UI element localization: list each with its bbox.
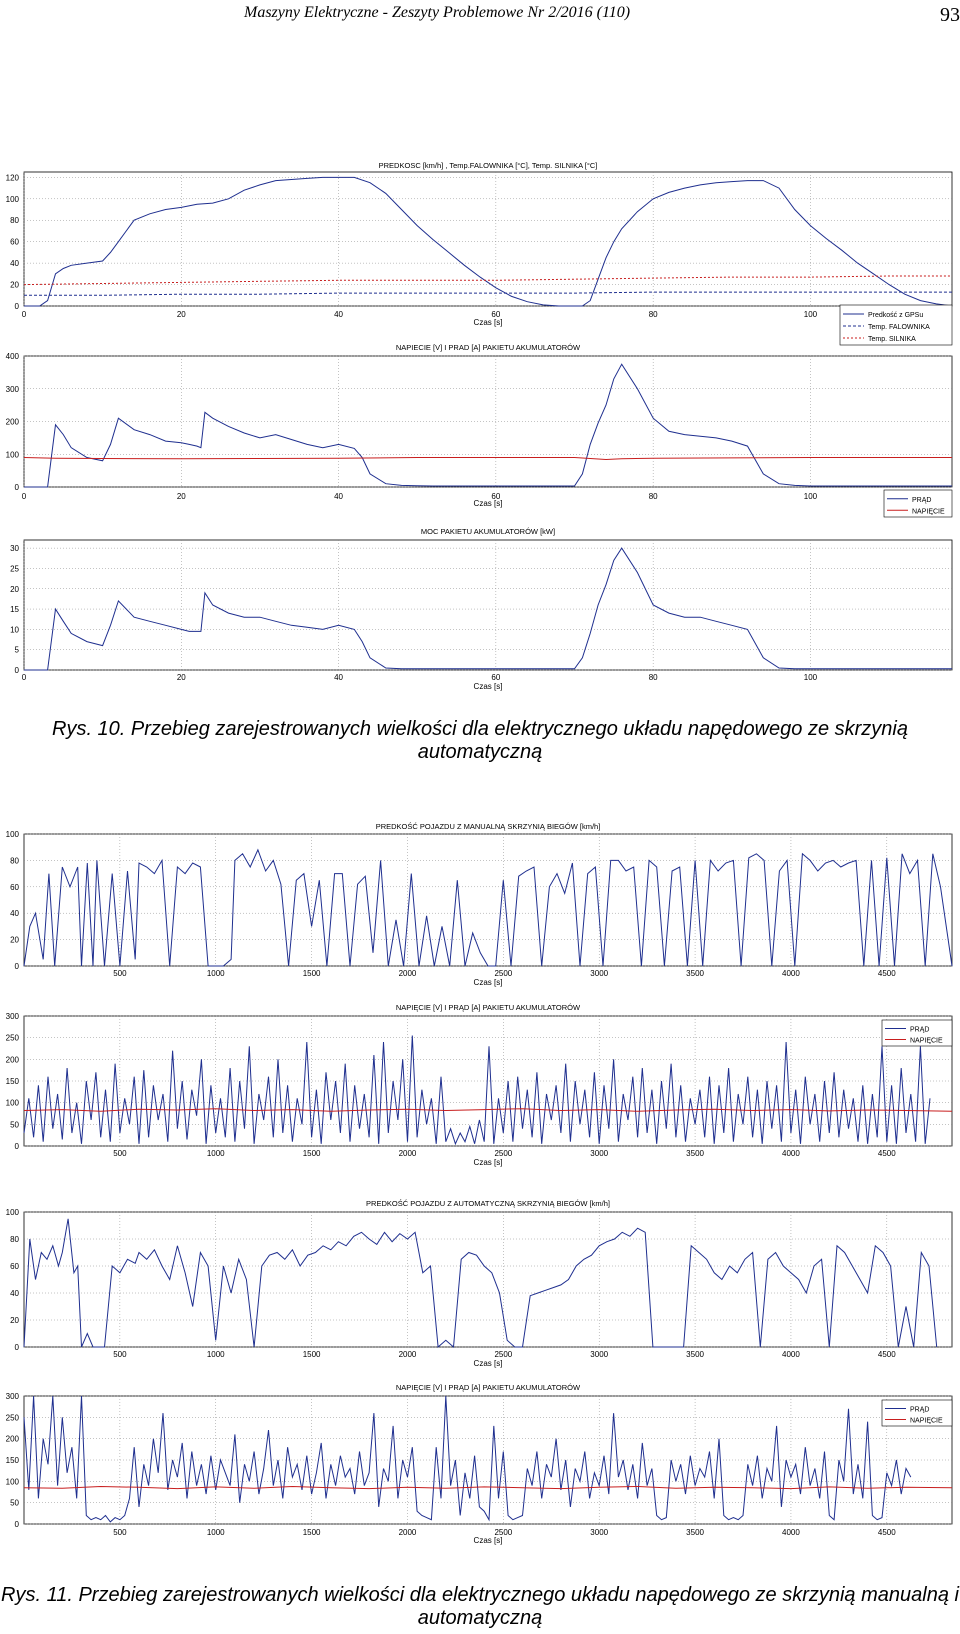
x-tick-label: 2000 [398,1149,417,1158]
legend-label: Temp. FALOWNIKA [868,324,930,331]
y-tick-label: 60 [10,1262,19,1271]
x-tick-label: 0 [21,310,27,319]
x-tick-label: 20 [176,310,186,319]
y-tick-label: 200 [5,1055,19,1065]
y-tick-label: 50 [10,1498,19,1508]
y-tick-label: 30 [10,544,19,554]
y-tick-label: 40 [10,259,19,269]
x-tick-label: 1000 [206,969,225,978]
legend-label: PRĄD [910,1406,930,1414]
x-tick-label: 0 [21,673,27,682]
y-tick-label: 400 [5,352,19,361]
x-tick-label: 2500 [494,1528,513,1537]
x-tick-label: 4500 [877,1149,896,1158]
y-tick-label: 0 [14,302,19,311]
x-tick-label: 4500 [877,969,896,978]
journal-title: Maszyny Elektryczne - Zeszyty Problemowe Nr 2/2016 (110) [244,4,631,21]
x-tick-label: 500 [113,1350,127,1359]
y-tick-label: 250 [5,1033,19,1043]
x-axis-label: Czas [s] [473,1536,503,1545]
x-tick-label: 3000 [590,1528,609,1537]
y-tick-label: 100 [5,450,19,460]
x-axis-label: Czas [s] [473,682,503,691]
x-tick-label: 3500 [686,1350,704,1359]
figure-10-caption: Rys. 10. Przebieg zarejestrowanych wielkości dla elektrycznego układu napędowego ze skrzynią automatyczną [52,718,908,763]
x-tick-label: 40 [334,310,344,319]
y-tick-label: 150 [5,1077,19,1086]
x-tick-label: 40 [334,492,344,501]
x-axis-label: Czas [s] [473,499,503,508]
legend-label: Temp. SILNIKA [868,336,916,343]
x-tick-label: 2500 [494,1149,513,1158]
x-tick-label: 1500 [302,1149,321,1158]
chart-title: NAPIĘCIE [V] I PRĄD [A] PAKIETU AKUMULATORÓW [395,1383,581,1392]
chart-title: PREDKOSC [km/h] , Temp.FALOWNIKA [°C], Temp. SILNIKA [°C] [378,161,598,170]
x-tick-label: 20 [176,492,186,501]
y-tick-label: 100 [5,1098,19,1108]
x-tick-label: 2000 [398,1350,417,1359]
x-tick-label: 1000 [206,1149,225,1158]
x-tick-label: 80 [648,310,658,319]
y-tick-label: 0 [14,1520,19,1529]
y-tick-label: 200 [5,1434,19,1444]
y-tick-label: 150 [5,1456,19,1465]
y-tick-label: 300 [5,384,19,394]
y-tick-label: 15 [10,605,19,615]
x-tick-label: 2500 [494,1350,513,1359]
y-tick-label: 25 [10,564,19,574]
y-tick-label: 300 [5,1012,19,1021]
y-tick-label: 10 [10,625,19,635]
x-tick-label: 4500 [877,1350,896,1359]
y-tick-label: 0 [14,1343,19,1352]
y-tick-label: 200 [5,417,19,427]
x-tick-label: 20 [176,673,186,682]
chart-title: NAPIĘCIE [V] I PRĄD [A] PAKIETU AKUMULATORÓW [395,1003,581,1012]
chart-title: PREDKOŚĆ POJAZDU Z MANUALNĄ SKRZYNIĄ BIEGÓW [km/h] [375,822,601,831]
y-tick-label: 0 [14,483,19,492]
y-tick-label: 100 [5,830,19,839]
legend-label: NAPIĘCIE [912,508,945,516]
y-tick-label: 0 [14,962,19,971]
x-tick-label: 4500 [877,1528,896,1537]
x-tick-label: 2000 [398,969,417,978]
y-tick-label: 50 [10,1120,19,1130]
x-tick-label: 4000 [782,1149,800,1158]
x-tick-label: 500 [113,1149,127,1158]
x-tick-label: 3500 [686,1528,704,1537]
y-tick-label: 60 [10,882,19,892]
x-tick-label: 100 [803,673,818,682]
y-tick-label: 5 [14,645,19,655]
x-tick-label: 100 [803,492,818,501]
x-axis-label: Czas [s] [473,318,503,327]
y-tick-label: 80 [10,216,19,226]
x-tick-label: 40 [334,673,344,682]
chart-title: NAPIECIE [V] I PRAD [A] PAKIETU AKUMULATORÓW [395,343,581,352]
x-tick-label: 4000 [782,969,800,978]
x-tick-label: 3500 [686,969,704,978]
y-tick-label: 100 [5,194,19,204]
x-tick-label: 0 [21,492,27,501]
y-tick-label: 20 [10,935,19,945]
x-tick-label: 1500 [302,969,321,978]
legend-label: NAPIĘCIE [910,1037,943,1045]
y-tick-label: 100 [5,1208,19,1217]
x-axis-label: Czas [s] [473,1158,503,1167]
legend-label: PRĄD [910,1026,930,1034]
y-tick-label: 300 [5,1392,19,1401]
x-tick-label: 2500 [494,969,513,978]
x-tick-label: 60 [491,492,501,501]
x-tick-label: 80 [648,492,658,501]
y-tick-label: 120 [5,173,19,183]
y-tick-label: 0 [14,1142,19,1151]
x-tick-label: 60 [491,673,501,682]
figure-11-caption: Rys. 11. Przebieg zarejestrowanych wielkości dla elektrycznego układu napędowego ze skrzynią manualną i automatyczną [1,1584,959,1629]
y-tick-label: 20 [10,1316,19,1325]
x-tick-label: 60 [491,310,501,319]
y-tick-label: 80 [10,856,19,866]
x-tick-label: 1500 [302,1528,321,1537]
y-tick-label: 20 [10,280,19,290]
x-tick-label: 3000 [590,969,609,978]
page-number: 93 [940,4,960,26]
x-tick-label: 500 [113,969,127,978]
chart-title: MOC PAKIETU AKUMULATORÓW [kW] [420,527,556,536]
y-tick-label: 60 [10,237,19,247]
x-axis-label: Czas [s] [473,1359,503,1368]
x-tick-label: 80 [648,673,658,682]
x-tick-label: 500 [113,1528,127,1537]
y-tick-label: 0 [14,666,19,675]
x-tick-label: 3000 [590,1350,609,1359]
y-tick-label: 80 [10,1235,19,1244]
x-tick-label: 4000 [782,1350,800,1359]
x-tick-label: 3000 [590,1149,609,1158]
x-tick-label: 3500 [686,1149,704,1158]
legend-label: PRĄD [912,496,932,504]
y-tick-label: 40 [10,909,19,919]
x-tick-label: 1000 [206,1528,225,1537]
chart-title: PREDKOŚĆ POJAZDU Z AUTOMATYCZNĄ SKRZYNIĄ BIEGÓW [km/h] [366,1199,610,1208]
x-tick-label: 100 [803,310,818,319]
y-tick-label: 100 [5,1477,19,1487]
x-tick-label: 2000 [398,1528,417,1537]
y-tick-label: 250 [5,1413,19,1423]
y-tick-label: 20 [10,584,19,594]
x-tick-label: 1000 [206,1350,225,1359]
x-axis-label: Czas [s] [473,978,503,987]
y-tick-label: 40 [10,1289,19,1298]
legend-label: NAPIĘCIE [910,1417,943,1425]
x-tick-label: 4000 [782,1528,800,1537]
x-tick-label: 1500 [302,1350,321,1359]
legend-label: Predkość z GPSu [868,312,924,319]
